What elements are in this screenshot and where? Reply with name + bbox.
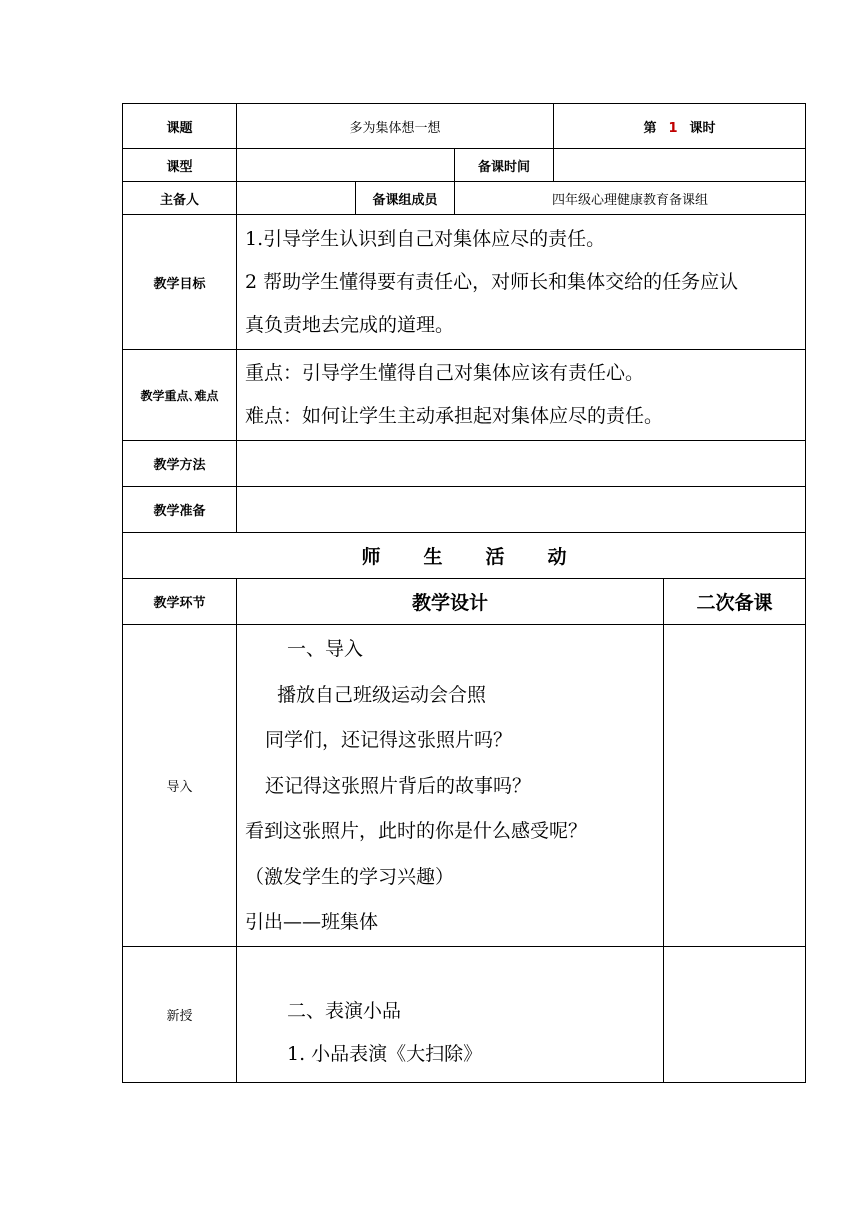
design-column-header	[237, 579, 664, 625]
design-line: 还记得这张照片背后的故事吗？	[265, 774, 532, 797]
key-point-line: 难点：如何让学生主动承担起对集体应尽的责任。	[245, 405, 664, 427]
design-line: 引出——班集体	[245, 911, 379, 933]
band-char: 活	[485, 546, 505, 568]
topic-value: 多为集体想一想	[237, 104, 554, 149]
stage-second-prep	[664, 625, 806, 947]
preparation-label: 教学准备	[123, 487, 237, 533]
key-points-content	[237, 350, 806, 441]
group-value: 四年级心理健康教育备课组	[455, 182, 806, 215]
stage-name: 导入	[123, 625, 237, 947]
prep-time-label: 备课时间	[455, 149, 554, 182]
method-value	[237, 441, 806, 487]
type-label: 课型	[123, 149, 237, 182]
objective-line: 1.引导学生认识到自己对集体应尽的责任。	[245, 227, 606, 250]
objectives-content	[237, 215, 806, 350]
lesson-plan	[122, 103, 805, 1083]
lesson-count	[554, 104, 806, 149]
row-type	[123, 149, 806, 182]
row-stage-intro	[123, 625, 806, 947]
stage-name: 新授	[123, 946, 237, 1082]
design-line: 1. 小品表演《大扫除》	[287, 1042, 483, 1065]
key-points-label: 教学重点､难点	[123, 350, 237, 441]
stage-column-header: 教学环节	[123, 579, 237, 625]
row-stage-new	[123, 946, 806, 1082]
design-header-text: 教学设计	[412, 592, 489, 614]
design-line: 播放自己班级运动会合照	[277, 683, 487, 706]
method-label: 教学方法	[123, 441, 237, 487]
design-line: （激发学生的学习兴趣）	[245, 865, 455, 888]
group-label: 备课组成员	[356, 182, 455, 215]
objective-line: 真负责地去完成的道理。	[245, 313, 455, 336]
lesson-number: 1	[668, 120, 678, 136]
objective-line: 2 帮助学生懂得要有责任心，对师长和集体交给的任务应认	[245, 270, 739, 293]
design-line: 看到这张照片，此时的你是什么感受呢？	[245, 820, 588, 842]
row-activity-band	[123, 533, 806, 579]
preparation-value	[237, 487, 806, 533]
key-point-line: 重点：引导学生懂得自己对集体应该有责任心。	[245, 362, 645, 384]
second-column-header: 二次备课	[664, 579, 806, 625]
design-line: 同学们，还记得这张照片吗？	[265, 729, 513, 751]
row-topic	[123, 104, 806, 149]
design-line: 一、导入	[287, 638, 364, 660]
lead-value	[237, 182, 356, 215]
design-line	[245, 947, 663, 990]
row-method	[123, 441, 806, 487]
objectives-label: 教学目标	[123, 215, 237, 350]
row-column-headers	[123, 579, 806, 625]
lesson-suffix: 课时	[689, 120, 716, 136]
topic-label: 课题	[123, 104, 237, 149]
band-char: 师	[361, 546, 381, 568]
stage-design	[237, 946, 664, 1082]
row-key-points	[123, 350, 806, 441]
lesson-plan-table	[122, 103, 806, 1083]
stage-design	[237, 625, 664, 947]
activity-band	[123, 533, 806, 579]
lesson-prefix: 第	[643, 120, 657, 136]
row-preparation	[123, 487, 806, 533]
lead-label: 主备人	[123, 182, 237, 215]
stage-second-prep	[664, 946, 806, 1082]
row-lead	[123, 182, 806, 215]
band-char: 生	[423, 546, 443, 568]
prep-time-value	[554, 149, 806, 182]
band-char: 动	[547, 546, 567, 568]
type-value	[237, 149, 455, 182]
design-line: 二、表演小品	[287, 999, 402, 1022]
row-objectives	[123, 215, 806, 350]
